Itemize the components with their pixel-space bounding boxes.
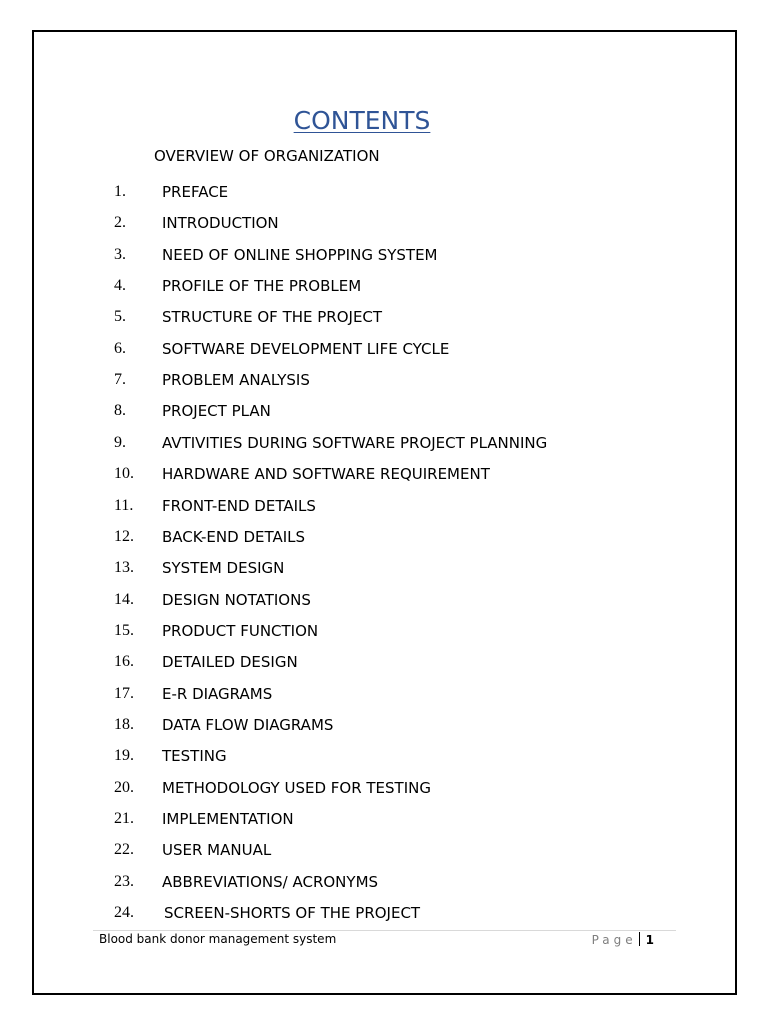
toc-entry-title: PROFILE OF THE PROBLEM [162, 277, 362, 295]
toc-entry-number: 21. [114, 810, 134, 827]
toc-entry-title: PRODUCT FUNCTION [162, 622, 319, 640]
toc-entry-title: STRUCTURE OF THE PROJECT [162, 308, 383, 326]
toc-entry-number: 7. [114, 371, 126, 388]
toc-entry-title: SCREEN-SHORTS OF THE PROJECT [164, 904, 421, 922]
toc-entry-title: TESTING [162, 747, 227, 765]
toc-entry-number: 23. [114, 873, 134, 890]
toc-entry-number: 6. [114, 340, 126, 357]
toc-entry-number: 5. [114, 308, 126, 325]
toc-entry-number: 15. [114, 622, 134, 639]
toc-entry-number: 12. [114, 528, 134, 545]
page-border [32, 30, 737, 995]
toc-entry-number: 10. [114, 465, 134, 482]
toc-entry-title: SYSTEM DESIGN [162, 559, 285, 577]
contents-title: CONTENTS [293, 106, 431, 135]
page-number: 1 [645, 933, 654, 947]
toc-entry-title: IMPLEMENTATION [162, 810, 294, 828]
toc-entry-number: 9. [114, 434, 126, 451]
toc-entry-number: 8. [114, 402, 126, 419]
toc-entry-title: DESIGN NOTATIONS [162, 591, 311, 609]
toc-entry-title: HARDWARE AND SOFTWARE REQUIREMENT [162, 465, 490, 483]
toc-entry-title: NEED OF ONLINE SHOPPING SYSTEM [162, 246, 438, 264]
toc-entry-title: PROJECT PLAN [162, 402, 271, 420]
toc-entry-title: PREFACE [162, 183, 229, 201]
toc-entry-title: PROBLEM ANALYSIS [162, 371, 310, 389]
overview-heading: OVERVIEW OF ORGANIZATION [154, 147, 380, 165]
toc-entry-number: 17. [114, 685, 134, 702]
toc-entry-title: BACK-END DETAILS [162, 528, 306, 546]
toc-entry-number: 18. [114, 716, 134, 733]
footer-title: Blood bank donor management system [99, 932, 337, 946]
toc-entry-title: E-R DIAGRAMS [162, 685, 273, 703]
toc-entry-number: 13. [114, 559, 134, 576]
toc-entry-number: 4. [114, 277, 126, 294]
toc-entry-title: DETAILED DESIGN [162, 653, 298, 671]
toc-entry-title: USER MANUAL [162, 841, 272, 859]
toc-entry-title: SOFTWARE DEVELOPMENT LIFE CYCLE [162, 340, 450, 358]
toc-entry-number: 2. [114, 214, 126, 231]
toc-entry-number: 20. [114, 779, 134, 796]
toc-entry-title: ABBREVIATIONS/ ACRONYMS [162, 873, 379, 891]
page-separator [639, 932, 640, 946]
toc-entry-title: DATA FLOW DIAGRAMS [162, 716, 334, 734]
toc-entry-title: AVTIVITIES DURING SOFTWARE PROJECT PLANNING [162, 434, 548, 452]
toc-entry-number: 19. [114, 747, 134, 764]
toc-entry-number: 1. [114, 183, 126, 200]
toc-entry-number: 22. [114, 841, 134, 858]
toc-entry-number: 24. [114, 904, 134, 921]
footer-divider [93, 930, 676, 931]
toc-entry-number: 3. [114, 246, 126, 263]
toc-entry-title: METHODOLOGY USED FOR TESTING [162, 779, 431, 797]
toc-entry-title: FRONT-END DETAILS [162, 497, 316, 515]
toc-entry-number: 16. [114, 653, 134, 670]
toc-entry-number: 11. [114, 497, 134, 514]
toc-entry-number: 14. [114, 591, 134, 608]
toc-entry-title: INTRODUCTION [162, 214, 279, 232]
page-indicator [592, 932, 654, 947]
page-label: Page [591, 933, 637, 947]
